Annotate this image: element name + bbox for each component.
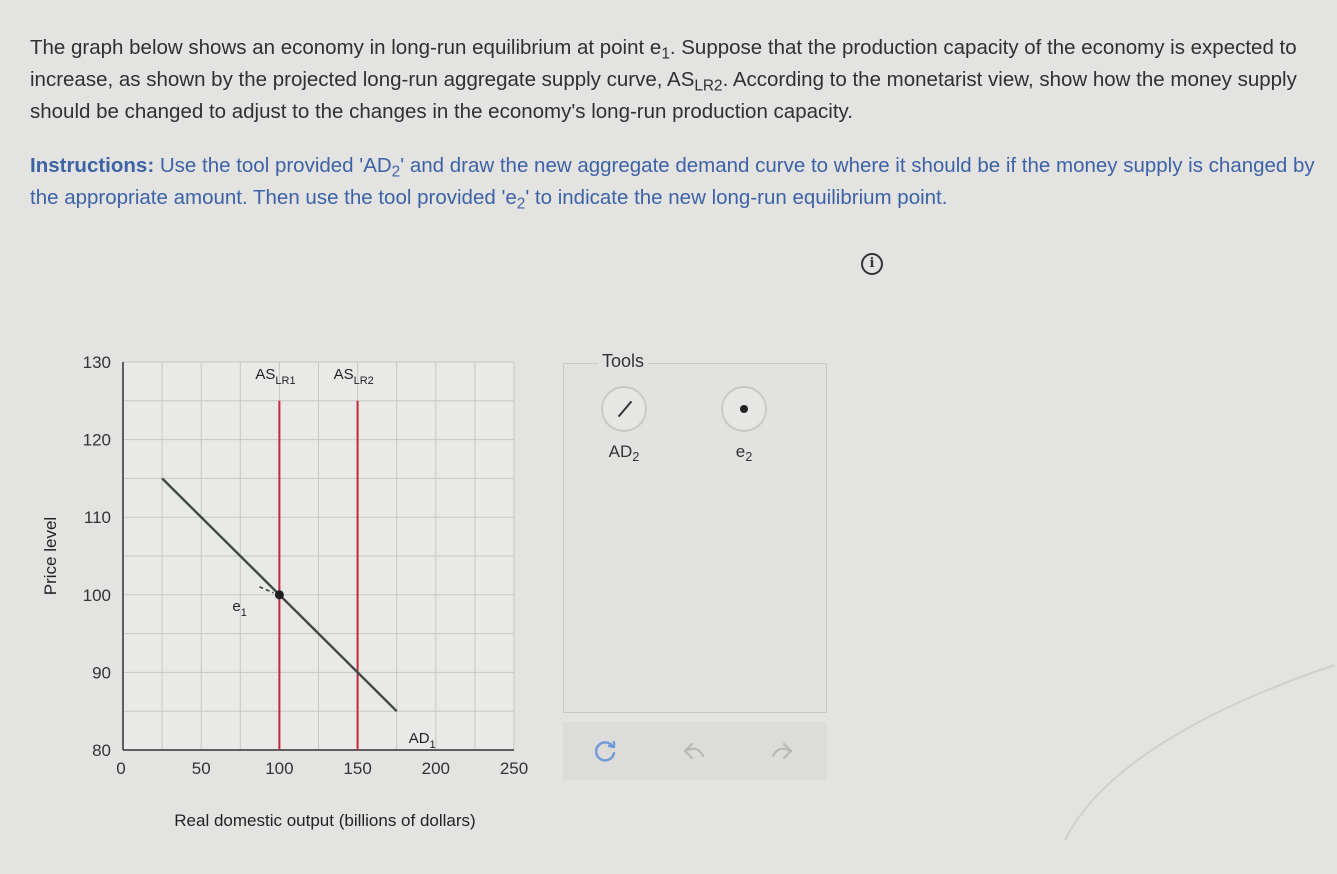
y-tick-label: 110: [83, 508, 111, 528]
y-tick-label: 80: [92, 741, 111, 760]
equilibrium-label: $e_1$: [232, 597, 247, 619]
equilibrium-point: [275, 590, 284, 599]
point-tool-icon: [721, 386, 767, 432]
x-tick-label: 50: [191, 759, 211, 778]
e2-tool-button[interactable]: [689, 386, 799, 462]
lras-label-lr2: $AS_{LR2}$: [333, 366, 374, 388]
question-text: The graph below shows an economy in long-run equilibrium at point $e_1$. Suppose that the production capacity of the economy is expected to increase, as shown by the projected long-run aggregate supply curve, $AS_{LR2}$. According to the monetarist view, show how the money supply should be changed to adjust to the changes in the economy's long-run production capacity.: [30, 36, 1297, 123]
redo-icon[interactable]: [769, 738, 795, 764]
line-tool-icon: [601, 386, 647, 432]
x-tick-label: 100: [265, 759, 294, 778]
y-axis-title: Price level: [41, 516, 60, 596]
e2-tool-label: $e_2$: [735, 442, 753, 464]
instructions-text: Instructions: Use the tool provided '$AD_2$' and draw the new aggregate demand curve to where it should be if the money supply is changed by the appropriate amount. Then use the tool provided '$e_2$' to indicate the new long-run equilibrium point.: [30, 154, 1315, 213]
tools-title: Tools: [598, 351, 648, 372]
x-tick-label: 0: [116, 759, 126, 778]
y-tick-label: 130: [82, 353, 111, 372]
ad2-tool-label: $AD_2$: [608, 442, 640, 464]
ad2-tool-button[interactable]: [569, 386, 679, 462]
y-tick-label: 120: [82, 430, 111, 450]
x-tick-label: 250: [499, 759, 529, 778]
ad-label: $AD_1$: [408, 730, 436, 752]
y-tick-label: 100: [82, 585, 111, 605]
graph-toolbar: [563, 722, 827, 780]
x-tick-label: 150: [343, 759, 372, 778]
y-tick-label: 90: [92, 663, 111, 683]
lras-label-lr1: $AS_{LR1}$: [255, 366, 296, 388]
reset-icon[interactable]: [593, 738, 619, 764]
info-icon[interactable]: i: [861, 253, 883, 275]
undo-icon[interactable]: [681, 738, 707, 764]
x-tick-label: 200: [421, 759, 450, 778]
x-axis-title: Real domestic output (billions of dollars): [174, 811, 476, 830]
